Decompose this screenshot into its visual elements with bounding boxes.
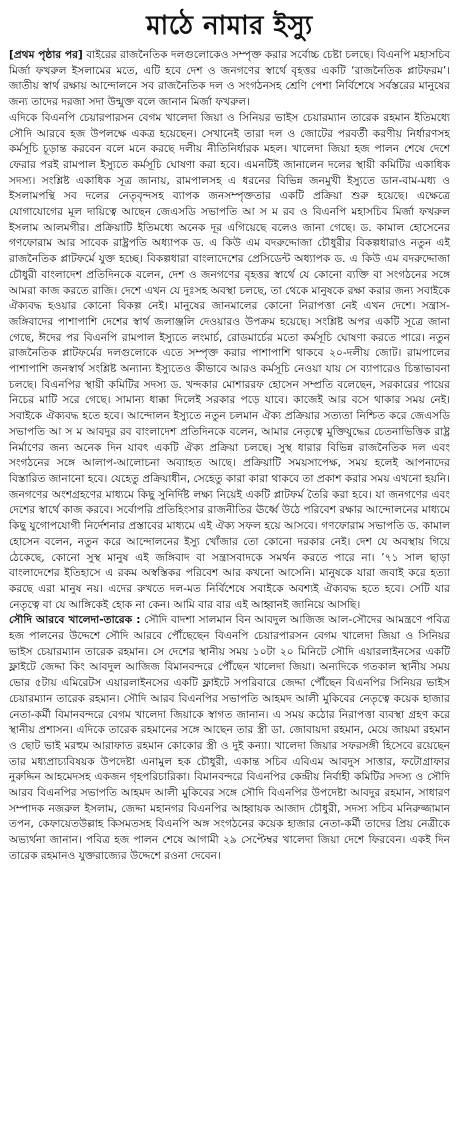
paragraph-text: এদিকে বিএনপি চেয়ারপারসন বেগম খালেদা জিয়া ও সিনিয়র ভাইস চেয়ারম্যান তারেক রহমান ইতিমধ্যে সৌদি আরবে হজ উপলক্ষে একত্র হয়েছেন। সেখানেই তারা দল ও জোটের পরবর্তী করণীয় নির্ধারণসহ কর্মসূচি চূড়ান্ত করবেন বলে মনে করছে দলীয় নীতিনির্ধারক মহল। খালেদা জিয়া হজ পালন শেষে দেশে ফেরার পরই রামপাল ইস্যুতে কর্মসূচি ঘোষণা করা হবে। এমনটিই জানালেন দলের স্থায়ী কমিটির একাধিক সদস্য। সংশ্লিষ্ট একাধিক সূত্র জানায়, রামপালসহ এ ধরনের বিভিন্ন জনমুখী ইস্যুতে ডান-বাম-মধ্য ও ইসলামপন্থি সব দলের নেতৃবৃন্দসহ ব্যাপক জনসম্পৃক্ততার একটি প্রক্রিয়া শুরু হয়েছে। এক্ষেত্রে যোগাযোগের মূল দায়িত্বে আছেন জেএসডি সভাপতি আ স ম রব ও বিএনপি মহাসচিব মির্জা ফখরুল ইসলাম আলমগীর। প্রক্রিয়াটি ইতিমধ্যে অনেক দূর এগিয়েছে বলেও জানা গেছে। ড. কামাল হোসেনের গণফোরাম আর সাবেক রাষ্ট্রপতি অধ্যাপক ড. এ কিউ এম বদরুদ্দোজা চৌধুরীর বিকল্পধারাও নতুন এই রাজনৈতিক প্লাটফর্মে যুক্ত হচ্ছে। বিকল্পধারা বাংলাদেশের প্রেসিডেন্ট অধ্যাপক ড. এ কিউ এম বদরুদ্দোজা চৌধুরী বাংলাদেশ প্রতিদিনকে বলেন, দেশ ও জনগণের বৃহত্তর স্বার্থে যে কোনো ব্যক্তি বা সংগঠনের সঙ্গে আমরা কাজ করতে রাজি। দেশে এখন যে দুঃসহ অবস্থা চলছে, তা থেকে মানুষকে রক্ষা করার জন্য সবাইকে ঐক্যবদ্ধ হওয়ার কোনো বিকল্প নেই। মানুষের জানমালের কোনো নিরাপত্তা নেই এখন দেশে। সন্ত্রাস-জঙ্গিবাদের পাশাপাশি দেশের স্বার্থ জলাঞ্জলি দেওয়ারও উপক্রম হয়েছে। সংশ্লিষ্ট অপর একটি সূত্রে জানা গেছে, ঈদের পর বিএনপি রামপাল ইস্যুতে লংমার্চ, রোডমার্চের মতো কর্মসূচি ঘোষণা করতে পারে। নতুন রাজনৈতিক প্লাটফর্মের দলগুলোকে এতে সম্পৃক্ত করার পাশাপাশি থাকবে ২০-দলীয় জোট। রামপালের পাশাপাশি জনস্বার্থ সংশ্লিষ্ট অন্যান্য ইস্যুতেও কীভাবে আরও কর্মসূচি নেওয়া যায় সে ব্যাপারেও চিন্তাভাবনা চলছে। বিএনপির স্থায়ী কমিটির সদস্য ড. খন্দকার মোশাররফ হোসেন সম্প্রতি বলেছেন, সরকারের পায়ের নিচের মাটি সরে গেছে। সামান্য ধাক্কা দিলেই সরকার পড়ে যাবে। কাজেই আর বসে থাকার সময় নেই। সবাইকে ঐক্যবদ্ধ হতে হবে। আন্দোলন ইস্যুতে নতুন চলমান ঐক্য প্রক্রিয়ার সত্যতা নিশ্চিত করে জেএসডি সভাপতি আ স ম আবদুর রব বাংলাদেশ প্রতিদিনকে বলেন, আমার নেতৃত্বে মুক্তিযুদ্ধের চেতনাভিত্তিক রাষ্ট্র নির্মাণের জন্য অনেক দিন যাবৎ একটি ঐক্য প্রক্রিয়া চলছে। সুস্থ ধারার বিভিন্ন রাজনৈতিক দল এবং সংগঠনের সঙ্গে আলাপ-আলোচনা অব্যাহত আছে। প্রক্রিয়াটি সময়সাপেক্ষ, সময় হলেই আপনাদের বিস্তারিত জানানো হবে। যেহেতু প্রক্রিয়াধীন, সেহেতু কারা কারা থাকবে তা প্রকাশ করার সময় এখনো হয়নি। জনগণের অংশগ্রহণের মাধ্যমে কিছু সুনির্দিষ্ট লক্ষ্য নিয়েই একটি প্লাটফর্ম তৈরি করা হবে। যা জনগণের এবং দেশের স্বার্থে কাজ করবে। সর্বোপরি প্রতিহিংসার রাজনীতির ঊর্ধ্বে উঠে পরিবেশ রক্ষার আন্দোলনের মাধ্যমে কিছু যুগোপযোগী নির্দেশনার প্রস্তাবের মাধ্যমে এই ঐক্য সফল হয়ে আসবে। গণফোরাম সভাপতি ড. কামাল হোসেন বলেন, নতুন করে আন্দোলনের ইস্যু খোঁজার তো কোনো দরকার নেই। দেশ যে অবস্থায় গিয়ে ঠেকেছে, কোনো সুস্থ মানুষ এই জঙ্গিবাদ বা সন্ত্রাসবাদকে সমর্থন করতে পারে না। ’৭১ সাল ছাড়া বাংলাদেশের ইতিহাসে এ রকম অস্বস্তিকর পরিবেশ আর কখনো আসেনি। মানুষকে যারা জবাই করে হত্যা করছে এরা মানুষ নয়। এদের রুখতে দল-মত নির্বিশেষে সবাইকে অবশ্যই ঐক্যবদ্ধ হতে হবে। সেটি যার নেতৃত্বে বা যে আঙ্গিকেই হোক না কেন। আমি বার বার এই আহ্বানই জানিয়ে আসছি। [9,111,450,611]
paragraph-saudi [9,613,450,864]
subheading: সৌদি আরবে খালেদা-তারেক : [9,614,141,627]
article-body [9,48,450,865]
paragraph-main [9,111,450,614]
paragraph-intro [9,48,450,111]
paragraph-text: বাইরের রাজনৈতিক দলগুলোকেও সম্পৃক্ত করার সর্বোচ্চ চেষ্টা চলছে। বিএনপি মহাসচিব মির্জা ফখরুল ইসলামের মতে, এটি হবে দেশ ও জনগণের স্বার্থে বৃহত্তর একটি ‘রাজনৈতিক প্লাটফরম’। জাতীয় স্বার্থ রক্ষায় আন্দোলনে সব রাজনৈতিক দল ও সংগঠনসহ শ্রেণি পেশা নির্বিশেষে সর্বস্তরের মানুষের জন্য তাদের দরজা সদা উন্মুক্ত বলে জানান মির্জা ফখরুল। [9,49,450,109]
paragraph-text: সৌদি বাদশা সালমান বিন আবদুল আজিজ আল-সৌদের আমন্ত্রণে পবিত্র হজ পালনের উদ্দেশে সৌদি আরবে পৌঁছেছেন বিএনপি চেয়ারপারসন বেগম খালেদা জিয়া ও সিনিয়র ভাইস চেয়ারম্যান তারেক রহমান। সে দেশের স্থানীয় সময় ১০টা ২০ মিনিটে সৌদি এয়ারলাইনসের একটি ফ্লাইটে জেদ্দা কিং আবদুল আজিজ বিমানবন্দরে পৌঁছেন খালেদা জিয়া। অন্যদিকে গতকাল স্থানীয় সময় ভোর ৫টায় এমিরেটস এয়ারলাইনসের একটি ফ্লাইটে সপরিবারে জেদ্দা পৌঁছেন বিএনপির সিনিয়র ভাইস চেয়ারম্যান তারেক রহমান। সৌদি আরব বিএনপির সভাপতি আহমদ আলী মুকিবের নেতৃত্বে কয়েক হাজার নেতা-কর্মী বিমানবন্দরে বেগম খালেদা জিয়াকে স্বাগত জানান। এ সময় কঠোর নিরাপত্তা ব্যবস্থা গ্রহণ করে স্থানীয় প্রশাসন। এদিকে তারেক রহমানের সঙ্গে আছেন তার স্ত্রী ডা. জোবায়দা রহমান, মেয়ে জায়মা রহমান ও ছোট ভাই মরহুম আরাফাত রহমান কোকোর স্ত্রী ও দুই কন্যা। খালেদা জিয়ার সফরসঙ্গী হিসেবে রয়েছেন তার মধ্যপ্রাচ্যবিষয়ক উপদেষ্টা এনামুল হক চৌধুরী, একান্ত সচিব এবিএম আবদুস সাত্তার, ফটোগ্রাফার নুরুদ্দিন আহমেদসহ একজন গৃহপরিচারিকা। বিমানবন্দরে বিএনপির কেন্দ্রীয় নির্বাহী কমিটির সদস্য ও সৌদি আরব বিএনপির সভাপতি আহমদ আলী মুকিবের সঙ্গে সৌদি বিএনপির উপদেষ্টা আবদুর রহমান, সাধারণ সম্পাদক নজরুল ইসলাম, জেদ্দা মহানগর বিএনপির আহ্বায়ক আজাদ চৌধুরী, সদস্য সচিব মনিরুজ্জামান তপন, কেফায়েতউল্লাহ কিসমতসহ বিএনপি অঙ্গ সংগঠনের কয়েক হাজার নেতা-কর্মী তাদের প্রিয় নেত্রীকে অভ্যর্থনা জানান। পবিত্র হজ পালন শেষে আগামী ২৯ সেপ্টেম্বর খালেদা জিয়া দেশে ফিরবেন। একই দিন তারেক রহমানও যুক্তরাজ্যের উদ্দেশে রওনা দেবেন। [9,614,450,862]
continuation-marker: [প্রথম পৃষ্ঠার পর] [9,49,83,61]
headline: মাঠে নামার ইস্যু [146,11,313,41]
